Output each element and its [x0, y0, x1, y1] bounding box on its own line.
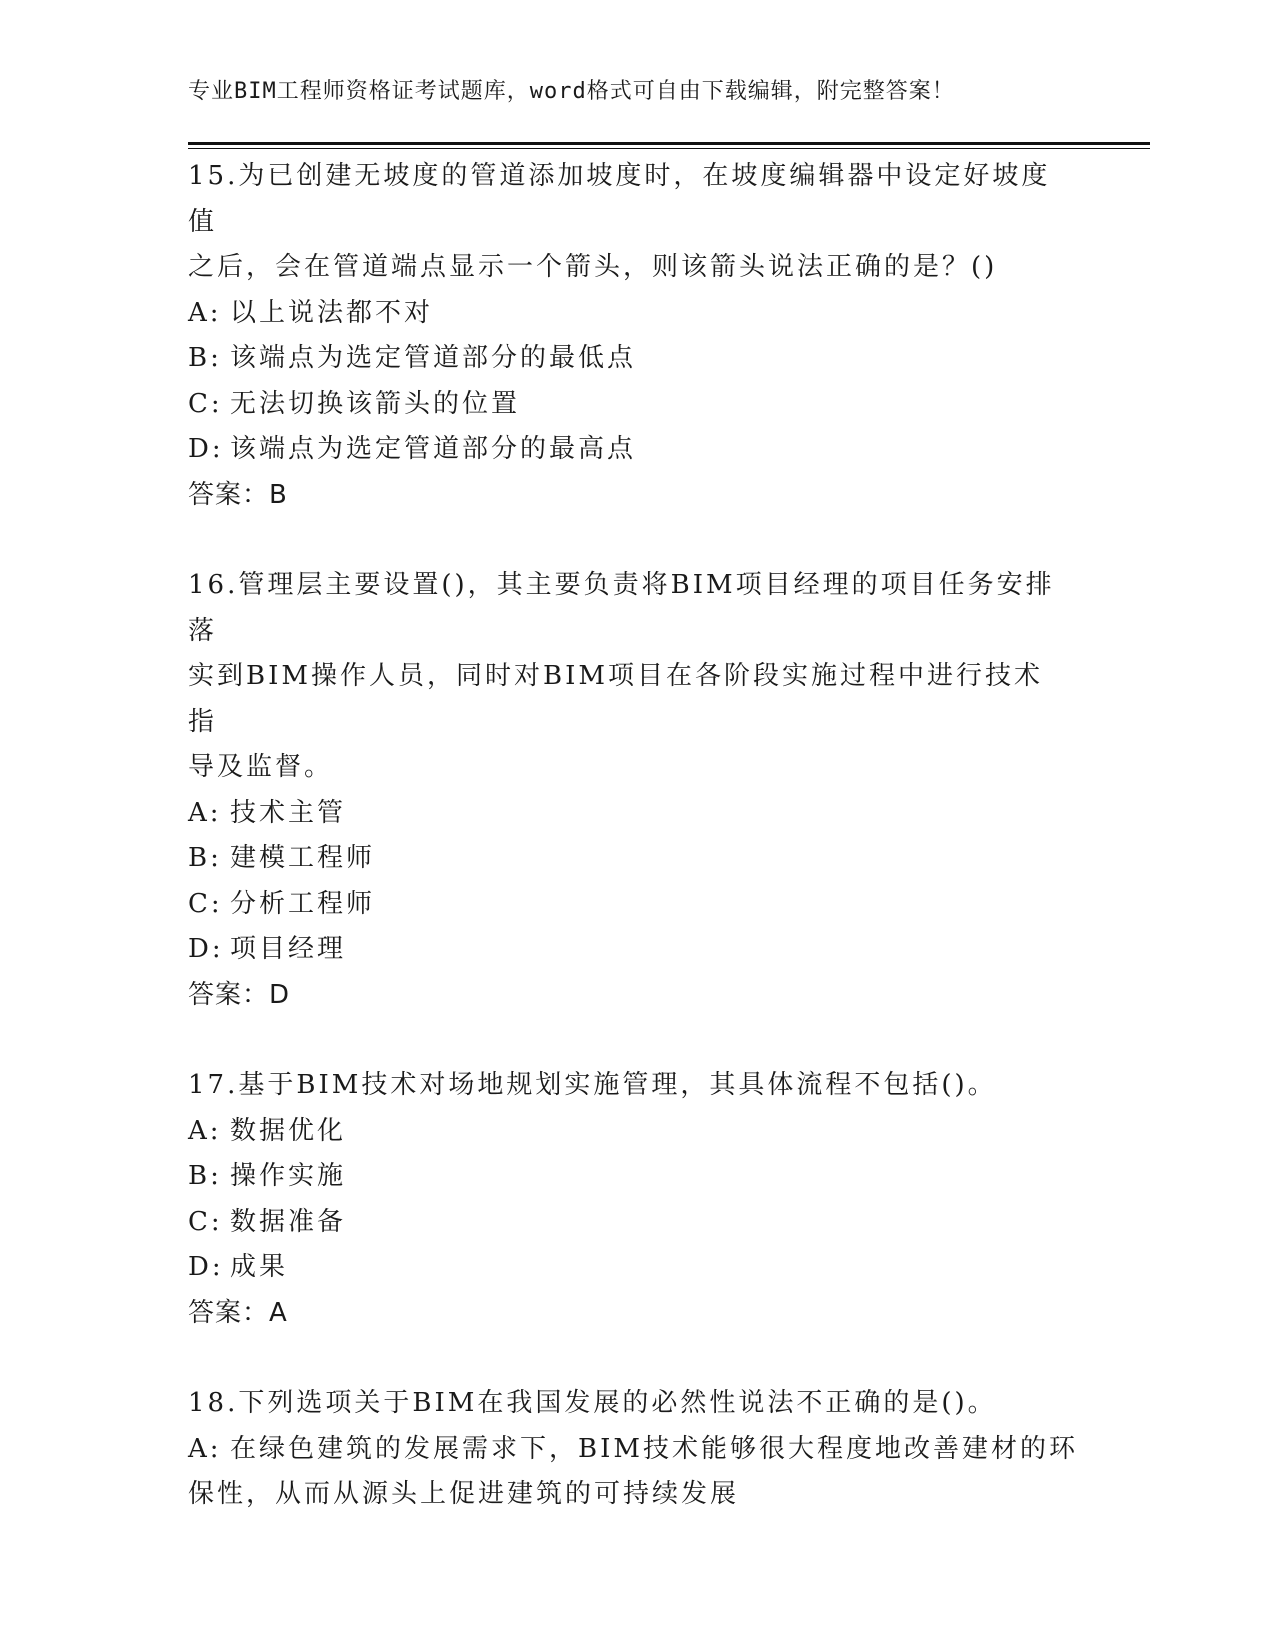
option-letter: B: — [188, 843, 222, 873]
option-c — [188, 1200, 1068, 1246]
option-letter: A: — [188, 1433, 222, 1464]
option-c — [188, 382, 1068, 428]
option-text: 数据准备 — [230, 1206, 347, 1237]
option-text: 无法切换该箭头的位置 — [230, 388, 521, 419]
question-17 — [188, 1063, 1068, 1336]
question-text-line: 之后，会在管道端点显示一个箭头，则该箭头说法正确的是？() — [188, 252, 998, 282]
option-text: 分析工程师 — [230, 888, 376, 919]
answer-line: 答案：A — [188, 1297, 288, 1328]
question-15 — [188, 154, 1068, 518]
page-header: 专业BIM工程师资格证考试题库，word格式可自由下载编辑，附完整答案！ — [188, 79, 955, 104]
option-text: 成果 — [230, 1252, 289, 1282]
question-text-line: 18.下列选项关于BIM在我国发展的必然性说法不正确的是()。 — [188, 1388, 997, 1418]
option-letter: C: — [188, 388, 223, 419]
option-a — [188, 1427, 1078, 1473]
option-letter: A: — [188, 1115, 222, 1146]
option-text: 以上说法都不对 — [230, 297, 434, 328]
option-c — [188, 882, 1068, 928]
option-letter: C: — [188, 888, 223, 919]
option-a — [188, 291, 1068, 337]
option-b — [188, 836, 1068, 882]
answer-line: 答案：B — [188, 479, 288, 510]
option-letter: B: — [188, 343, 222, 373]
option-letter: A: — [188, 797, 222, 828]
option-letter: D: — [188, 934, 224, 964]
answer-line: 答案：D — [188, 979, 291, 1010]
option-letter: D: — [188, 434, 224, 464]
question-text-line: 16.管理层主要设置()，其主要负责将BIM项目经理的项目任务安排落 — [188, 570, 1055, 646]
question-text-line: 17.基于BIM技术对场地规划实施管理，其具体流程不包括()。 — [188, 1070, 997, 1100]
option-text: 该端点为选定管道部分的最高点 — [230, 434, 637, 464]
option-letter: D: — [188, 1252, 224, 1282]
option-text: 数据优化 — [230, 1115, 347, 1146]
option-letter: C: — [188, 1206, 223, 1237]
option-text: 操作实施 — [230, 1161, 347, 1191]
option-d — [188, 1245, 1068, 1291]
option-a — [188, 791, 1068, 837]
question-text-line: 导及监督。 — [188, 752, 334, 782]
option-text: 建模工程师 — [230, 843, 376, 873]
option-a-continuation: 保性，从而从源头上促进建筑的可持续发展 — [188, 1479, 740, 1509]
option-text: 在绿色建筑的发展需求下，BIM技术能够很大程度地改善建材的环 — [230, 1433, 1078, 1464]
option-letter: A: — [188, 297, 222, 328]
option-b — [188, 1154, 1068, 1200]
option-d — [188, 927, 1068, 973]
option-letter: B: — [188, 1161, 222, 1191]
option-text: 该端点为选定管道部分的最低点 — [230, 343, 637, 373]
option-d — [188, 427, 1068, 473]
header-rule-thin — [188, 148, 1150, 149]
question-text-line: 实到BIM操作人员，同时对BIM项目在各阶段实施过程中进行技术指 — [188, 661, 1043, 737]
header-rule-thick — [188, 142, 1150, 145]
option-a — [188, 1109, 1068, 1155]
option-b — [188, 336, 1068, 382]
question-list — [188, 154, 1078, 1563]
option-text: 技术主管 — [230, 797, 347, 828]
question-text-line: 15.为已创建无坡度的管道添加坡度时，在坡度编辑器中设定好坡度值 — [188, 161, 1051, 237]
question-16 — [188, 563, 1068, 1018]
option-text: 项目经理 — [230, 934, 347, 964]
question-18 — [188, 1381, 1078, 1518]
